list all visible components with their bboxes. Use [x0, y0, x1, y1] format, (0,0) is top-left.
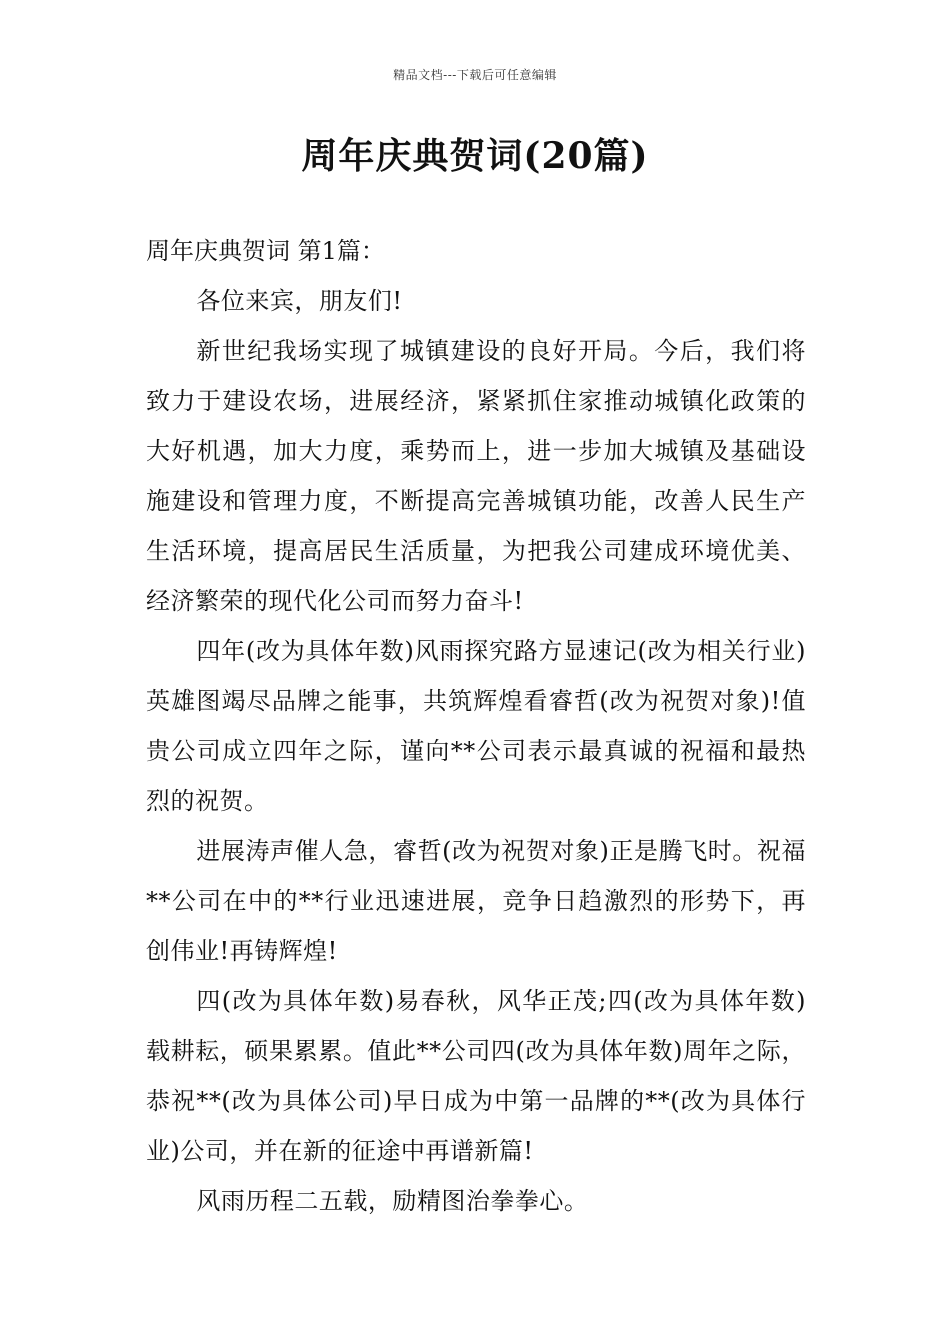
paragraph: 新世纪我场实现了城镇建设的良好开局。今后，我们将致力于建设农场，进展经济，紧紧抓住家推动城镇化政策的大好机遇，加大力度，乘势而上，进一步加大城镇及基础设施建设和管理力度，不断提高完善城镇功能，改善人民生产生活环境，提高居民生活质量，为把我公司建成环境优美、经济繁荣的现代化公司而努力奋斗!	[146, 337, 806, 615]
paragraph: 四年(改为具体年数)风雨探究路方显速记(改为相关行业)英雄图竭尽品牌之能事，共筑辉煌看睿哲(改为祝贺对象)!值贵公司成立四年之际，谨向**公司表示最真诚的祝福和最热烈的祝贺。	[146, 637, 806, 815]
paragraph: 风雨历程二五载，励精图治拳拳心。	[196, 1187, 589, 1215]
paragraph: 进展涛声催人急，睿哲(改为祝贺对象)正是腾飞时。祝福**公司在中的**行业迅速进展，竞争日趋激烈的形势下，再创伟业!再铸辉煌!	[146, 837, 806, 965]
header-note: 精品文档---下载后可任意编辑	[393, 68, 557, 82]
section-heading: 周年庆典贺词 第1篇：	[146, 237, 385, 265]
paragraph: 四(改为具体年数)易春秋，风华正茂;四(改为具体年数)载耕耘，硕果累累。值此**公司四(改为具体年数)周年之际，恭祝**(改为具体公司)早日成为中第一品牌的**(改为具体行业)公司，并在新的征途中再谱新篇!	[146, 987, 806, 1165]
paragraph-greeting: 各位来宾，朋友们!	[196, 287, 403, 315]
document-title: 周年庆典贺词(20篇)	[301, 135, 649, 177]
document-body	[146, 226, 806, 1226]
